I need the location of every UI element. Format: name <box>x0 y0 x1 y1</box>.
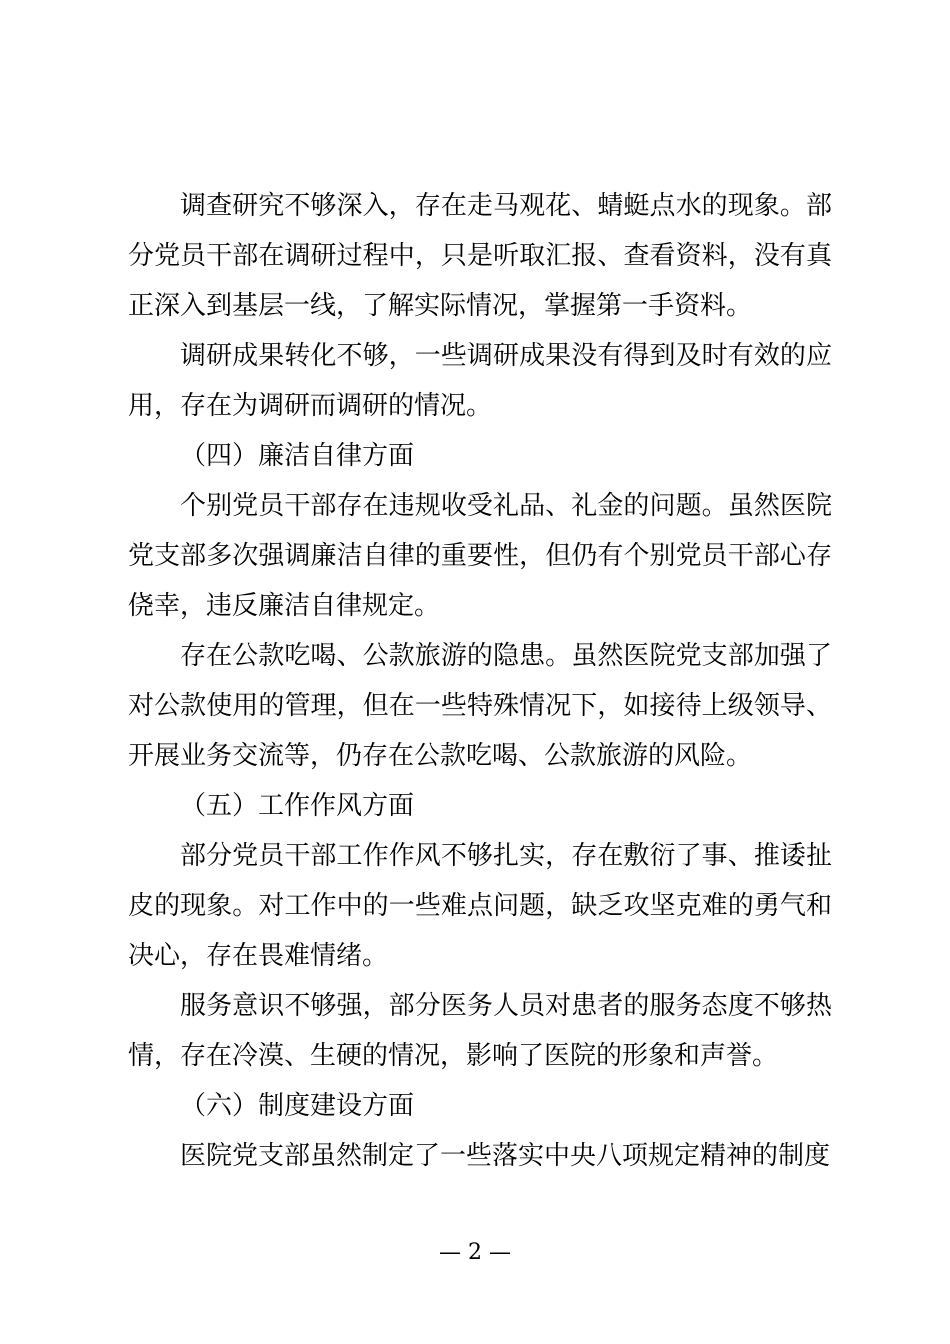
page-number: — 2 — <box>439 1240 511 1265</box>
paragraph-public-funds: 存在公款吃喝、公款旅游的隐患。虽然医院党支部加强了对公款使用的管理，但在一些特殊情况下，如接待上级领导、开展业务交流等，仍存在公款吃喝、公款旅游的风险。 <box>128 641 832 771</box>
section-heading-institution: （六）制度建设方面 <box>180 1091 415 1121</box>
paragraph-work-style: 部分党员干部工作作风不够扎实，存在敷衍了事、推诿扯皮的现象。对工作中的一些难点问题，缺乏攻坚克难的勇气和决心，存在畏难情绪。 <box>128 841 832 971</box>
document-body <box>128 181 832 1181</box>
paragraph-institution: 医院党支部虽然制定了一些落实中央八项规定精神的制度 <box>180 1141 831 1171</box>
paragraph-research-depth: 调查研究不够深入，存在走马观花、蜻蜓点水的现象。部分党员干部在调研过程中，只是听取汇报、查看资料，没有真正深入到基层一线，了解实际情况，掌握第一手资料。 <box>128 191 832 321</box>
paragraph-research-results: 调研成果转化不够，一些调研成果没有得到及时有效的应用，存在为调研而调研的情况。 <box>128 341 832 421</box>
section-heading-work-style: （五）工作作风方面 <box>180 791 415 821</box>
paragraph-gifts: 个别党员干部存在违规收受礼品、礼金的问题。虽然医院党支部多次强调廉洁自律的重要性，但仍有个别党员干部心存侥幸，违反廉洁自律规定。 <box>128 491 832 621</box>
paragraph-service-awareness: 服务意识不够强，部分医务人员对患者的服务态度不够热情，存在冷漠、生硬的情况，影响了医院的形象和声誉。 <box>128 991 832 1071</box>
section-heading-integrity: （四）廉洁自律方面 <box>180 441 415 471</box>
